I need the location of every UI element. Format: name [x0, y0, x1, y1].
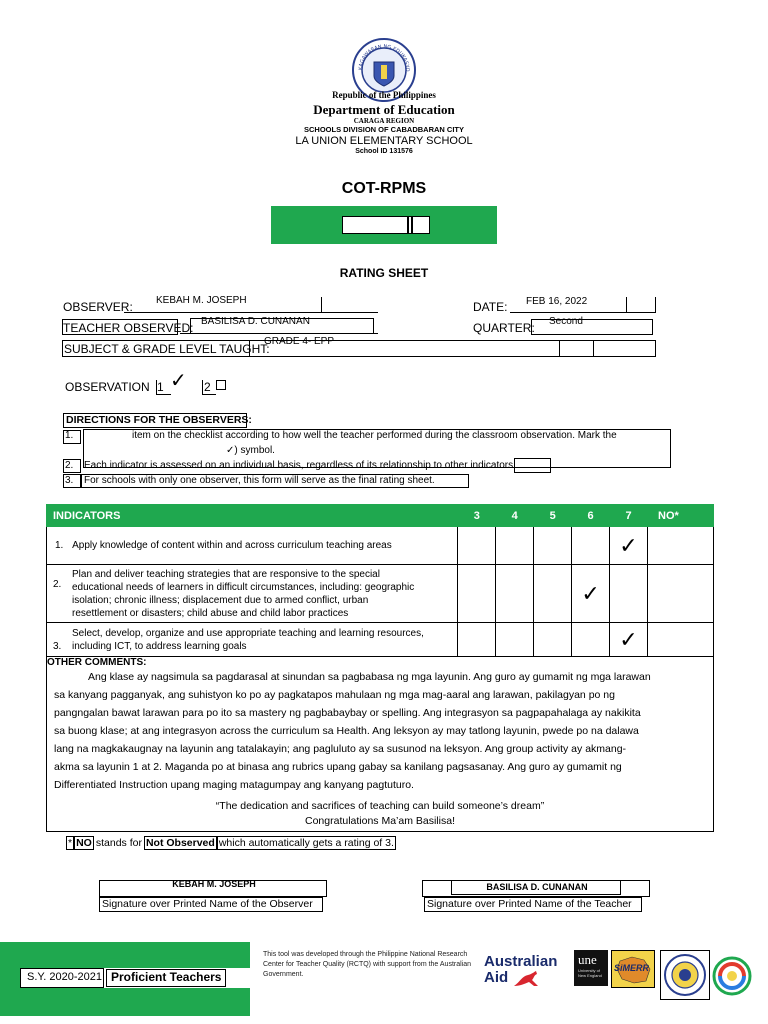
col-4: 4 — [496, 505, 534, 527]
row-3-rating-4[interactable] — [496, 623, 534, 657]
row-2-rating-7[interactable] — [610, 565, 648, 623]
table-row — [47, 623, 714, 657]
row-1-rating-4[interactable] — [496, 527, 534, 565]
check-icon: ✓ — [581, 580, 600, 606]
subject-label: SUBJECT & GRADE LEVEL TAUGHT: — [64, 342, 270, 356]
footer-sy: S.Y. 2020-2021 — [27, 971, 103, 983]
teacher-signature-name: BASILISA D. CUNANAN — [486, 882, 588, 892]
kangaroo-icon — [512, 970, 542, 988]
direction-1-text: item on the checklist according to how well the teacher performed during the classroom observation. Mark the — [132, 430, 617, 441]
comment-line: sa buong klase; at ang integrasyon across the curriculum sa Health. Ang leksyon ay may tatlong layunin, pwede po na dalawa — [54, 725, 639, 737]
comment-line: lang na magkakaugnay na layunin ang tatalakayin; ang pagluluto ay sa susunod na leksyon. Ang group activity ay akmang- — [54, 743, 627, 755]
note-star: * — [68, 837, 73, 849]
no-note — [66, 836, 396, 850]
subject-value: GRADE 4- EPP — [264, 336, 335, 347]
form-title: COT-RPMS — [341, 180, 427, 197]
simerr-logo — [611, 950, 655, 988]
direction-1-num: 1. — [65, 430, 74, 441]
row-2-rating-4[interactable] — [496, 565, 534, 623]
row-1-rating-no[interactable] — [648, 527, 714, 565]
comment-line: sa kanyang pagganyak, ang suhistyon ko po ay pagkatapos mahulaan ng mga mag-aaral ang larawan, pakilagyan po ng — [54, 689, 615, 701]
row-3-rating-3[interactable] — [458, 623, 496, 657]
division-text: SCHOOLS DIVISION OF CABADBARAN CITY — [303, 125, 464, 134]
row-2-line: resettlement or disasters; child abuse and child labor practices — [72, 607, 349, 619]
teacher-signature-caption: Signature over Printed Name of the Teacher — [427, 898, 632, 910]
table-row — [47, 565, 714, 623]
row-1-rating-5[interactable] — [534, 527, 572, 565]
comment-line: Ang klase ay nagsimula sa pagdarasal at sinundan sa pagbabasa ng mga layunin. Ang guro ay gumamit ng mga larawan — [88, 671, 651, 683]
comment-line: Differentiated Instruction upang maging matagumpay ang kanyang pagtuturo. — [54, 779, 414, 791]
row-2-num: 2. — [53, 579, 62, 590]
une-logo — [574, 950, 608, 986]
note-stands: stands for — [95, 837, 142, 849]
comment-line: akma sa layunin 1 at 2. Maganda po at binasa ang rubrics upang gabay sa kanilang pagsasanay. Ang guro ay gumamit ng — [54, 761, 622, 773]
date-label: DATE: — [473, 300, 508, 314]
row-1-rating-7[interactable] — [610, 527, 648, 565]
row-2-line: isolation; chronic illness; displacement due to armed conflict, urban — [72, 594, 369, 606]
region-text: CARAGA REGION — [353, 117, 415, 125]
comment-line: pangngalan bawat larawan para po ito sa mastery ng pagbabaybay or spelling. Ang integrasyon sa pagpapahalaga ay nakikita — [54, 707, 641, 719]
observation-1-check-icon: ✓ — [170, 370, 187, 392]
quarter-label: QUARTER: — [473, 321, 535, 335]
observation-1-label: 1 — [157, 380, 164, 394]
observation-label: OBSERVATION — [65, 380, 150, 394]
comments-quote: “The dedication and sacrifices of teaching can build someone’s dream” — [215, 800, 545, 812]
row-2-rating-no[interactable] — [648, 565, 714, 623]
row-1-rating-6[interactable] — [572, 527, 610, 565]
quarter-value: Second — [549, 316, 583, 327]
date-value: FEB 16, 2022 — [526, 296, 588, 307]
observation-2-label: 2 — [204, 380, 211, 394]
simerr-text: SiMERR — [614, 963, 650, 973]
row-3-line: Select, develop, organize and use appropriate teaching and learning resources, — [72, 627, 424, 639]
col-no: NO* — [648, 505, 714, 527]
col-7: 7 — [610, 505, 648, 527]
observer-signature-name: KEBAH M. JOSEPH — [172, 879, 256, 889]
seal-text: KAGAWARAN NG EDUKASYO — [357, 43, 411, 72]
row-2-rating-3[interactable] — [458, 565, 496, 623]
direction-2-text: Each indicator is assessed on an individual basis, regardless of its relationship to other indicators. — [84, 460, 516, 471]
quarter-field[interactable] — [531, 316, 653, 335]
observer-value: KEBAH M. JOSEPH — [156, 295, 247, 306]
school-id: School ID 131576 — [355, 148, 413, 155]
directions-title: DIRECTIONS FOR THE OBSERVERS: — [66, 414, 252, 426]
row-3-rating-5[interactable] — [534, 623, 572, 657]
check-icon: ✓ — [619, 626, 638, 652]
une-logo-sub: University of New England — [578, 968, 602, 978]
teacher-label: TEACHER OBSERVED: — [63, 321, 194, 335]
row-3-rating-7[interactable] — [610, 623, 648, 657]
row-3-rating-no[interactable] — [648, 623, 714, 657]
direction-1-text2: ✓) symbol. — [226, 445, 275, 456]
indicators-header: INDICATORS — [47, 505, 458, 527]
col-5: 5 — [534, 505, 572, 527]
comments-congrats: Congratulations Ma’am Basilisa! — [305, 815, 455, 827]
partner-swirl-logo — [712, 956, 752, 996]
row-2-rating-6[interactable] — [572, 565, 610, 623]
une-logo-text: une — [578, 952, 597, 967]
rctq-seal-logo — [660, 950, 710, 1000]
comments-label: OTHER COMMENTS: — [47, 657, 147, 668]
observer-signature-line[interactable] — [99, 880, 327, 897]
observer-signature-caption: Signature over Printed Name of the Observer — [102, 898, 313, 910]
comments-text — [54, 668, 714, 794]
australian-aid-text2: Aid — [484, 969, 509, 986]
observer-label: OBSERVER: — [63, 300, 133, 314]
note-not-observed: Not Observed — [145, 837, 215, 849]
row-3-num: 3. — [53, 641, 62, 652]
rating-sheet-subtitle: RATING SHEET — [339, 266, 429, 280]
republic-text: Republic of the Philippines — [332, 90, 436, 100]
direction-2-num: 2. — [65, 460, 74, 471]
note-rest: which automatically gets a rating of 3. — [218, 837, 394, 849]
direction-3-text: For schools with only one observer, this form will serve as the final rating sheet. — [84, 475, 435, 486]
row-2-rating-5[interactable] — [534, 565, 572, 623]
note-no: NO — [76, 837, 92, 849]
row-3-rating-6[interactable] — [572, 623, 610, 657]
australian-aid-logo — [484, 954, 557, 986]
direction-3-num: 3. — [65, 475, 74, 486]
table-row — [47, 527, 714, 565]
indicators-table — [46, 504, 714, 657]
row-1-num: 1. — [55, 540, 64, 551]
department-text: Department of Education — [313, 102, 455, 117]
footer-tool-text: This tool was developed through the Philippine National Research Center for Teacher Quality (RCTQ) with support from the Australian Government. — [263, 951, 472, 978]
australian-aid-text1: Australian — [484, 953, 558, 970]
footer-proficient: Proficient Teachers — [111, 970, 222, 984]
observation-1-checkbox[interactable] — [156, 380, 171, 395]
row-1-rating-3[interactable] — [458, 527, 496, 565]
col-6: 6 — [572, 505, 610, 527]
green-banner — [271, 206, 497, 244]
col-3: 3 — [458, 505, 496, 527]
subject-field[interactable] — [249, 336, 560, 357]
row-2-line: Plan and deliver teaching strategies that are responsive to the special — [72, 568, 380, 580]
row-2-line: educational needs of learners in difficult circumstances, including: geographic — [72, 581, 415, 593]
observation-2-checkbox[interactable] — [216, 380, 226, 390]
row-1-text: Apply knowledge of content within and across curriculum teaching areas — [72, 540, 392, 551]
check-icon: ✓ — [619, 532, 638, 558]
school-name: LA UNION ELEMENTARY SCHOOL — [295, 135, 473, 147]
teacher-value: BASILISA D. CUNANAN — [201, 316, 310, 327]
row-3-line: including ICT, to address learning goals — [72, 640, 247, 652]
